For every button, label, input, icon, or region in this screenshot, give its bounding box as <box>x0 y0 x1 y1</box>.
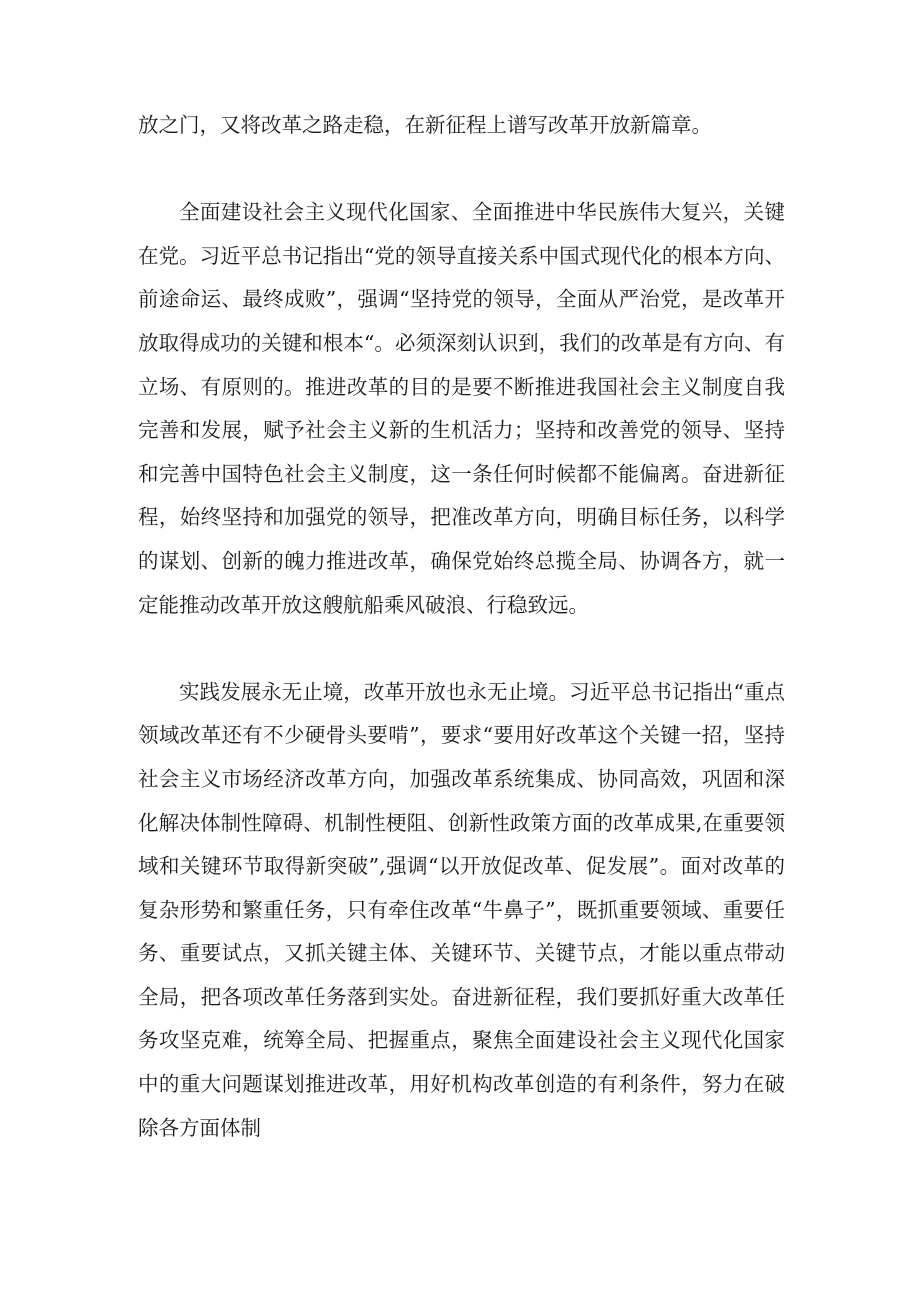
paragraph-reform-practice: 实践发展永无止境，改革开放也永无止境。习近平总书记指出“重点领域改革还有不少硬骨头要啃”，要求“要用好改革这个关键一招，坚持社会主义市场经济改革方向，加强改革系统集成、协同高效，巩固和深化解决体制性障碍、机制性梗阻、创新性政策方面的改革成果,在重要领域和关键环节取得新突破”,强调“以开放促改革、促发展”。面对改革的复杂形势和繁重任务，只有牵住改革“牛鼻子”，既抓重要领域、重要任务、重要试点，又抓关键主体、关键环节、关键节点，才能以重点带动全局，把各项改革任务落到实处。奋进新征程，我们要抓好重大改革任务攻坚克难，统筹全局、把握重点，聚焦全面建设社会主义现代化国家中的重大问题谋划推进改革，用好机构改革创造的有利条件，努力在破除各方面体制 <box>138 679 785 1140</box>
paragraph-gap <box>138 627 785 671</box>
paragraph-gap <box>138 148 785 192</box>
paragraph-continued: 放之门，又将改革之路走稳，在新征程上谱写改革开放新篇章。 <box>138 113 712 137</box>
paragraph-party-leadership: 全面建设社会主义现代化国家、全面推进中华民族伟大复兴，关键在党。习近平总书记指出“党的领导直接关系中国式现代化的根本方向、前途命运、最终成败”，强调“坚持党的领导，全面从严治党，是改革开放取得成功的关键和根本“。必须深刻认识到，我们的改革是有方向、有立场、有原则的。推进改革的目的是要不断推进我国社会主义制度自我完善和发展，赋予社会主义新的生机活力；坚持和改善党的领导、坚持和完善中国特色社会主义制度，这一条任何时候都不能偏离。奋进新征程，始终坚持和加强党的领导，把准改革方向，明确目标任务，以科学的谋划、创新的魄力推进改革，确保党始终总揽全局、协调各方，就一定能推动改革开放这艘航船乘风破浪、行稳致远。 <box>138 200 785 617</box>
